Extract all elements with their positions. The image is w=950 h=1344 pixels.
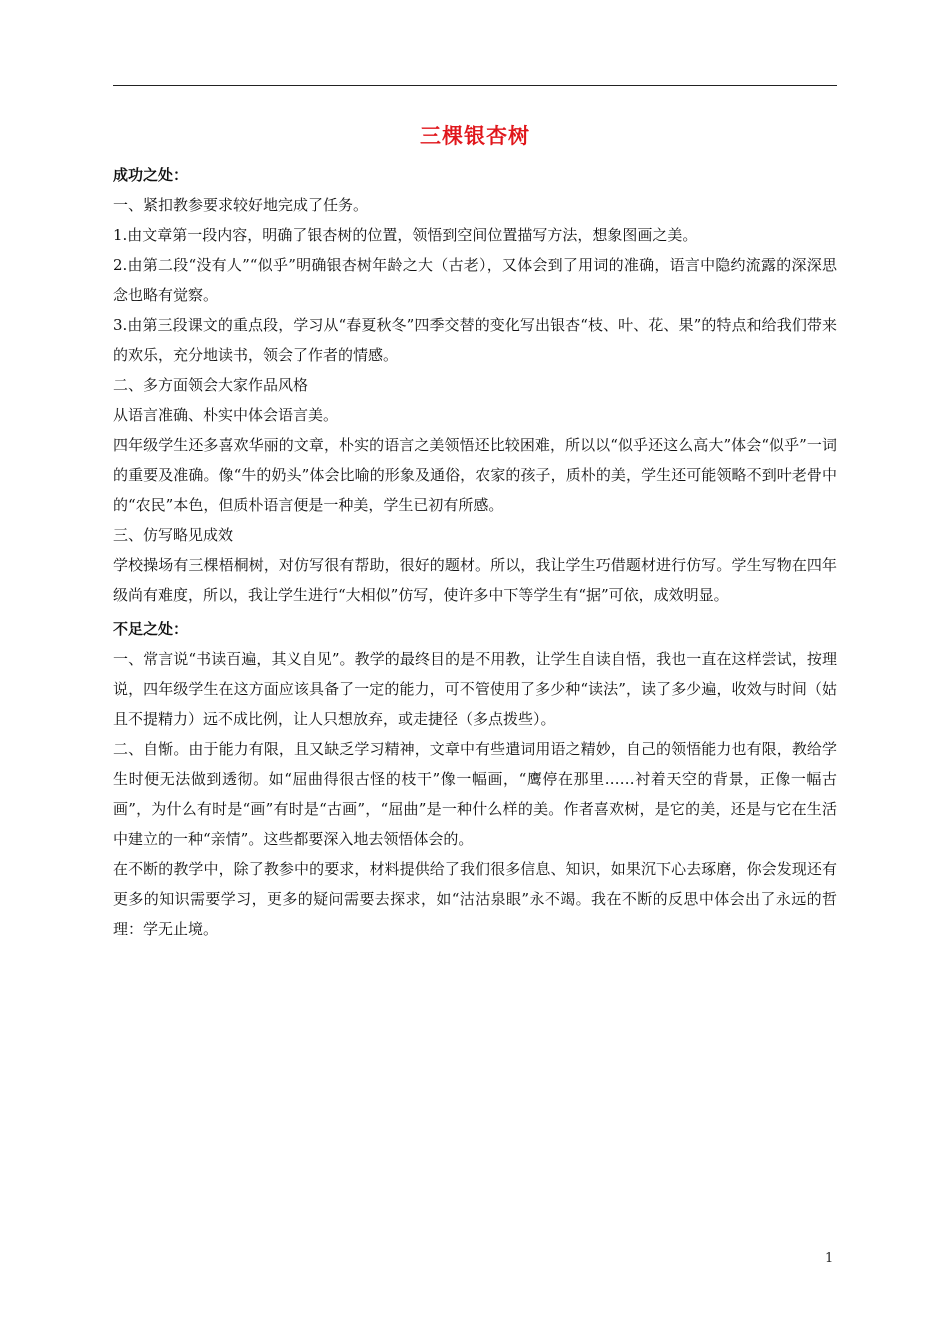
paragraph: 二、多方面领会大家作品风格 bbox=[113, 376, 309, 394]
paragraph: 一、紧扣教参要求较好地完成了任务。 bbox=[113, 196, 369, 214]
paragraph: 1.由文章第一段内容，明确了银杏树的位置，领悟到空间位置描写方法，想象图画之美。 bbox=[113, 226, 698, 244]
document-body bbox=[113, 160, 837, 944]
document-title: 三棵银杏树 bbox=[420, 124, 530, 148]
paragraph: 2.由第二段“没有人”“似乎”明确银杏树年龄之大（古老），又体会到了用词的准确，语言中隐约流露的深深思念也略有觉察。 bbox=[113, 256, 837, 304]
paragraph: 四年级学生还多喜欢华丽的文章，朴实的语言之美领悟还比较困难，所以以“似乎还这么高大”体会“似乎”一词的重要及准确。像“牛的奶头”体会比喻的形象及通俗，农家的孩子，质朴的美，学生还可能领略不到叶老骨中的“农民”本色，但质朴语言便是一种美，学生已初有所感。 bbox=[113, 436, 837, 514]
paragraph: 在不断的教学中，除了教参中的要求，材料提供给了我们很多信息、知识，如果沉下心去琢磨，你会发现还有更多的知识需要学习，更多的疑问需要去探求，如“沽沽泉眼”永不竭。我在不断的反思中体会出了永远的哲理：学无止境。 bbox=[113, 860, 837, 938]
paragraph: 三、仿写略见成效 bbox=[113, 526, 234, 544]
paragraph: 学校操场有三棵梧桐树，对仿写很有帮助，很好的题材。所以，我让学生巧借题材进行仿写。学生写物在四年级尚有难度，所以，我让学生进行“大相似”仿写，使许多中下等学生有“据”可依，成效明显。 bbox=[113, 556, 837, 604]
paragraph: 二、自惭。由于能力有限，且又缺乏学习精神，文章中有些遣词用语之精妙，自己的领悟能力也有限，教给学生时便无法做到透彻。如“屈曲得很古怪的枝干”像一幅画，“鹰停在那里……衬着天空的背景，正像一幅古画”，为什么有时是“画”有时是“古画”，“屈曲”是一种什么样的美。作者喜欢树，是它的美，还是与它在生活中建立的一种“亲情”。这些都要深入地去领悟体会的。 bbox=[113, 740, 837, 848]
paragraph: 从语言准确、朴实中体会语言美。 bbox=[113, 406, 339, 424]
page-number: 1 bbox=[825, 1251, 834, 1266]
paragraph: 3.由第三段课文的重点段，学习从“春夏秋冬”四季交替的变化写出银杏“枝、叶、花、果”的特点和给我们带来的欢乐，充分地读书，领会了作者的情感。 bbox=[113, 316, 837, 364]
section-heading-shortcomings: 不足之处： bbox=[113, 620, 189, 638]
section-heading-success: 成功之处： bbox=[113, 166, 189, 184]
paragraph: 一、常言说“书读百遍，其义自见”。教学的最终目的是不用教，让学生自读自悟，我也一直在这样尝试，按理说，四年级学生在这方面应该具备了一定的能力，可不管使用了多少种“读法”，读了多少遍，收效与时间（姑且不提精力）远不成比例，让人只想放弃，或走捷径（多点拨些）。 bbox=[113, 650, 837, 728]
header-rule bbox=[113, 85, 837, 86]
